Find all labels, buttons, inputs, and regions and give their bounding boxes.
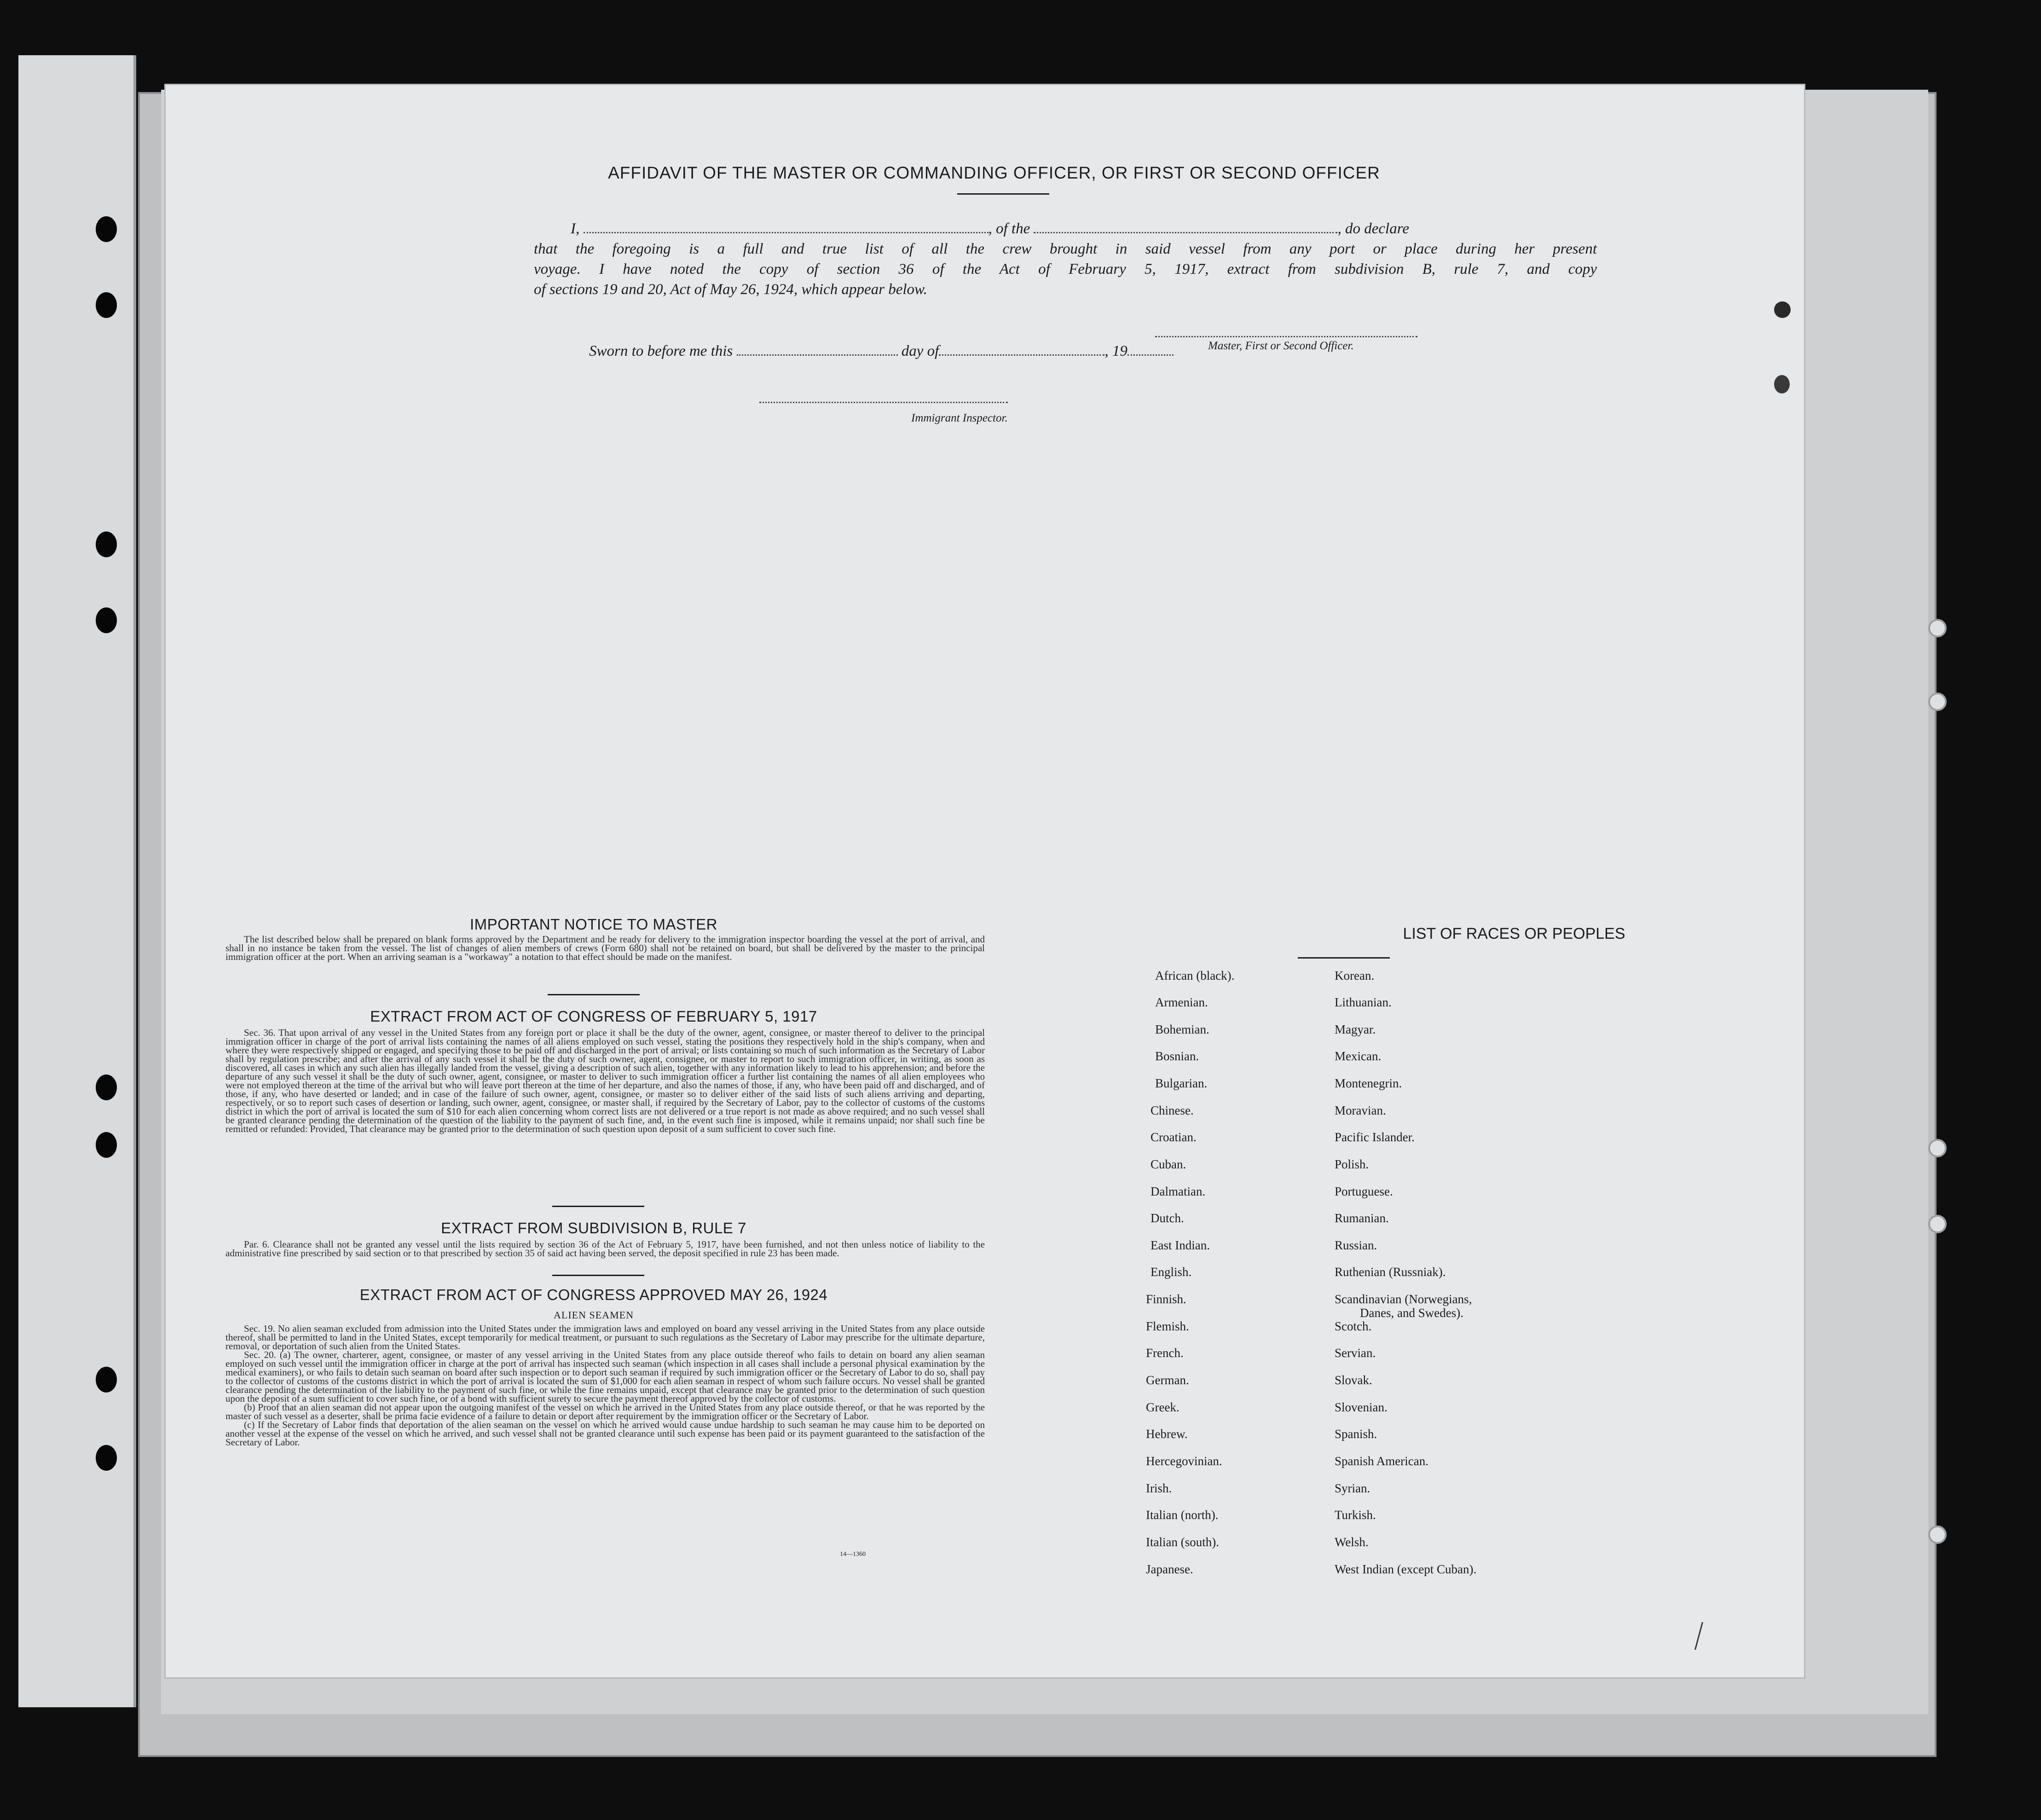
race-item: French.	[1146, 1346, 1184, 1360]
race-item: Bosnian.	[1155, 1049, 1199, 1063]
year-blank[interactable]	[1127, 344, 1174, 356]
binder-hole	[96, 1132, 117, 1158]
title-rule	[957, 193, 1049, 195]
race-item: Turkish.	[1335, 1508, 1376, 1522]
extract-rule7-body	[225, 1240, 985, 1258]
binder-strip	[18, 55, 136, 1707]
punch-hole	[1928, 1525, 1947, 1544]
race-item: Moravian.	[1335, 1104, 1386, 1117]
day-of-label: day of	[901, 343, 939, 359]
race-item: Slovak.	[1335, 1373, 1372, 1387]
race-item: Magyar.	[1335, 1023, 1376, 1036]
inspector-label: Immigrant Inspector.	[911, 412, 1008, 424]
do-declare-label: , do declare	[1337, 220, 1409, 237]
race-item: Finnish.	[1146, 1292, 1186, 1306]
extract-1917-body	[225, 1028, 985, 1133]
binder-hole	[96, 532, 117, 557]
sworn-line	[589, 343, 1174, 360]
handwritten-mark	[1694, 1622, 1716, 1650]
notice-paragraph: The list described below shall be prepared on blank forms approved by the Department and be ready for delivery to the immigration inspector boarding the vessel at the port of arrival, and shall in no instance be taken from the vessel. The list of changes of alien members of crews (Form 680) shall not be retained on board, but shall be delivered by the master to the principal immigration officer at the port. When an arriving seaman is a "workaway" a notation to that effect should be made on the manifest.	[225, 934, 985, 962]
punch-hole	[1928, 1215, 1947, 1233]
i-label: I,	[571, 220, 580, 237]
race-item: Chinese.	[1151, 1104, 1194, 1117]
race-item: Portuguese.	[1335, 1184, 1393, 1198]
affidavit-title: AFFIDAVIT OF THE MASTER OR COMMANDING OFFICER, OR FIRST OR SECOND OFFICER	[608, 163, 1380, 182]
race-item: Croatian.	[1151, 1130, 1197, 1144]
year-label: , 19	[1104, 343, 1127, 359]
race-item: Hercegovinian.	[1146, 1454, 1222, 1468]
race-item: Bohemian.	[1155, 1023, 1209, 1036]
race-item: Slovenian.	[1335, 1400, 1388, 1414]
race-item: Dutch.	[1151, 1211, 1184, 1225]
notice-title: IMPORTANT NOTICE TO MASTER	[469, 916, 717, 933]
affidavit-line-3: voyage. I have noted the copy of section 36 of the Act of February 5, 1917, extract from subdivision B, rule 7, and copy	[534, 261, 1597, 277]
binder-hole	[96, 607, 117, 633]
section-rule	[552, 1275, 644, 1276]
sec-20a-paragraph: Sec. 20. (a) The owner, charterer, agent, consignee, or master of any vessel arriving in the United States from any place outside thereof who fails to detain on board any alien seaman employed on such vessel until the immigration officer in charge at the port of arrival has inspected such seaman (which inspection in all cases shall include a personal physical examination by the medical examiners), or who fails to detain such seaman on board after such inspection or to deport such seaman if required by such immigration officer or the Secretary of Labor to do so, shall pay to the collector of customs of the customs district in which the port of arrival is located the sum of $1,000 for each alien seaman in respect of whom such failure occurs. No vessel shall be granted clearance pending the determination of the liability to the payment of such fine, or while the fine remains unpaid, except that clearance may be granted prior to the determination of such question upon the deposit of a sum sufficient to cover such fine, or of a bond with sufficient surety to secure the payment thereof approved by the collector of customs.	[225, 1349, 985, 1404]
races-rule	[1298, 957, 1390, 959]
affidavit-line-4: of sections 19 and 20, Act of May 26, 1924, which appear below.	[534, 281, 927, 298]
extract-1924-title: EXTRACT FROM ACT OF CONGRESS APPROVED MAY 26, 1924	[359, 1286, 828, 1303]
race-item: English.	[1151, 1265, 1192, 1279]
month-blank[interactable]	[939, 344, 1104, 356]
race-item: African (black).	[1155, 969, 1235, 982]
race-item: Russian.	[1335, 1238, 1377, 1252]
section-rule	[552, 1206, 644, 1207]
day-blank[interactable]	[737, 344, 898, 356]
race-item: Hebrew.	[1146, 1427, 1188, 1441]
vessel-blank[interactable]	[1034, 221, 1337, 233]
inspector-signature-line[interactable]	[759, 402, 1008, 403]
race-item: Italian (south).	[1146, 1535, 1219, 1549]
race-item: Spanish American.	[1335, 1454, 1428, 1468]
sec-19-paragraph: Sec. 19. No alien seaman excluded from admission into the United States under the immigration laws and employed on board any vessel arriving in the United States from any place outside thereof, shall be permitted to land in the United States, except temporarily for medical treatment, or pursuant to such regulations as the Secretary of Labor may prescribe for the ultimate departure, removal, or deportation of such alien from the United States.	[225, 1323, 985, 1352]
binder-hole	[96, 1075, 117, 1100]
race-item: Japanese.	[1146, 1562, 1193, 1576]
binder-hole	[96, 292, 117, 318]
notice-body	[225, 935, 985, 961]
race-item: Lithuanian.	[1335, 995, 1392, 1009]
binder-ring	[1774, 301, 1791, 318]
master-signature-label: Master, First or Second Officer.	[1208, 340, 1354, 352]
punch-hole	[1928, 693, 1947, 711]
race-item: Polish.	[1335, 1157, 1369, 1171]
race-item: Mexican.	[1335, 1049, 1382, 1063]
race-item: Servian.	[1335, 1346, 1376, 1360]
race-item: Spanish.	[1335, 1427, 1377, 1441]
race-item: East Indian.	[1151, 1238, 1210, 1252]
alien-seamen-subtitle: ALIEN SEAMEN	[554, 1309, 634, 1321]
race-item: Scotch.	[1335, 1319, 1372, 1333]
race-item: Syrian.	[1335, 1481, 1370, 1495]
race-item: Italian (north).	[1146, 1508, 1219, 1522]
of-the-label: , of the	[988, 220, 1030, 237]
race-item: Rumanian.	[1335, 1211, 1389, 1225]
race-item: Montenegrin.	[1335, 1076, 1402, 1090]
extract-rule7-title: EXTRACT FROM SUBDIVISION B, RULE 7	[441, 1219, 746, 1236]
race-item: Flemish.	[1146, 1319, 1189, 1333]
punch-hole	[1928, 1139, 1947, 1157]
race-item: Korean.	[1335, 969, 1375, 982]
sec-20b-paragraph: (b) Proof that an alien seaman did not appear upon the outgoing manifest of the vessel on which he arrived in the United States from any place outside thereof, or that he was reported by the master of such vessel as a deserter, shall be prima facie evidence of a failure to detain or deport after requirement by the immigration officer or the Secretary of Labor.	[225, 1402, 985, 1421]
race-item: Ruthenian (Russniak).	[1335, 1265, 1446, 1279]
binder-hole	[96, 1445, 117, 1471]
extract-1917-title: EXTRACT FROM ACT OF CONGRESS OF FEBRUARY 5, 1917	[370, 1008, 817, 1025]
races-title: LIST OF RACES OR PEOPLES	[1403, 925, 1625, 942]
race-item: Bulgarian.	[1155, 1076, 1208, 1090]
race-item: Greek.	[1146, 1400, 1180, 1414]
name-blank[interactable]	[584, 221, 989, 233]
binder-hole	[96, 216, 117, 242]
form-number: 14—1360	[840, 1551, 866, 1558]
section-rule	[548, 994, 640, 995]
race-item: German.	[1146, 1373, 1189, 1387]
sec-20c-paragraph: (c) If the Secretary of Labor finds that deportation of the alien seaman on the vessel on which he arrived would cause undue hardship to such seaman he may cause him to be deported on another vessel at the expense of the vessel on which he arrived, and such vessel shall not be granted clearance until such expense has been paid or its payment guaranteed to the satisfaction of the Secretary of Labor.	[225, 1419, 985, 1448]
race-item: Pacific Islander.	[1335, 1130, 1415, 1144]
race-item: Irish.	[1146, 1481, 1172, 1495]
race-item: Dalmatian.	[1151, 1184, 1206, 1198]
punch-hole	[1928, 619, 1947, 637]
par-6-paragraph: Par. 6. Clearance shall not be granted any vessel until the lists required by section 36 of the Act of February 5, 1917, have been furnished, and not then unless notice of liability to the administrative fine prescribed by said section or to that prescribed by section 35 of said act having been served, the deposit specified in rule 23 has been made.	[225, 1239, 985, 1259]
section-36-paragraph: Sec. 36. That upon arrival of any vessel in the United States from any foreign port or place it shall be the duty of the owner, agent, consignee, or master thereof to deliver to the principal immigration officer in charge of the port of arrival lists containing the names of all aliens employed on such vessel, stating the positions they respectively hold in the ship's company, when and where they were respectively shipped or engaged, and specifying those to be paid off and discharged in the port of arrival; or lists containing so much of such information as the Secretary of Labor shall by regulation prescribe; and after the arrival of any such vessel it shall be the duty of such owner, agent, consignee, or master to report to such immigration officer, in writing, as soon as discovered, all cases in which any such alien has illegally landed from the vessel, giving a description of such alien, together with any information likely to lead to his apprehension; and before the departure of any such vessel it shall be the duty of such owner, agent, consignee, or master to deliver to such immigration officer a further list containing the names of all alien employees who were not employed thereon at the time of the arrival but who will leave port thereon at the time of her departure, and also the names of those, if any, who have been paid off and discharged, and of those, if any, who have deserted or landed; and in case of the failure of such owner, agent, consignee, or master so to deliver either of the said lists of such aliens arriving and departing, respectively, or so to report such cases of desertion or landing, such owner, agent, consignee, or master shall, if required by the Secretary of Labor, pay to the collector of customs of the customs district in which the port of arrival is located the sum of $10 for each alien concerning whom correct lists are not delivered or a true report is not made as above required; and no such vessel shall be granted clearance pending the determination of the question of the liability to the payment of such fine, and, in the event such fine is imposed, while it remains unpaid; nor shall such fine be remitted or refunded: Provided, That clearance may be granted prior to the determination of such question upon deposit of a sum sufficient to cover such fine.	[225, 1027, 985, 1134]
affidavit-line-2: that the foregoing is a full and true list of all the crew brought in said vessel from any port or place during her present	[534, 241, 1597, 257]
race-item: Welsh.	[1335, 1535, 1369, 1549]
race-item: Danes, and Swedes).	[1360, 1306, 1463, 1320]
race-item: Armenian.	[1155, 995, 1208, 1009]
sworn-label: Sworn to before me this	[589, 343, 733, 359]
master-signature-line[interactable]	[1155, 336, 1417, 337]
manifest-page	[166, 85, 1804, 1677]
binder-ring	[1774, 375, 1790, 393]
extract-1924-body	[225, 1324, 985, 1447]
race-item: Cuban.	[1151, 1157, 1186, 1171]
binder-hole	[96, 1367, 117, 1392]
race-item: West Indian (except Cuban).	[1335, 1562, 1477, 1576]
race-item: Scandinavian (Norwegians,	[1335, 1292, 1472, 1306]
